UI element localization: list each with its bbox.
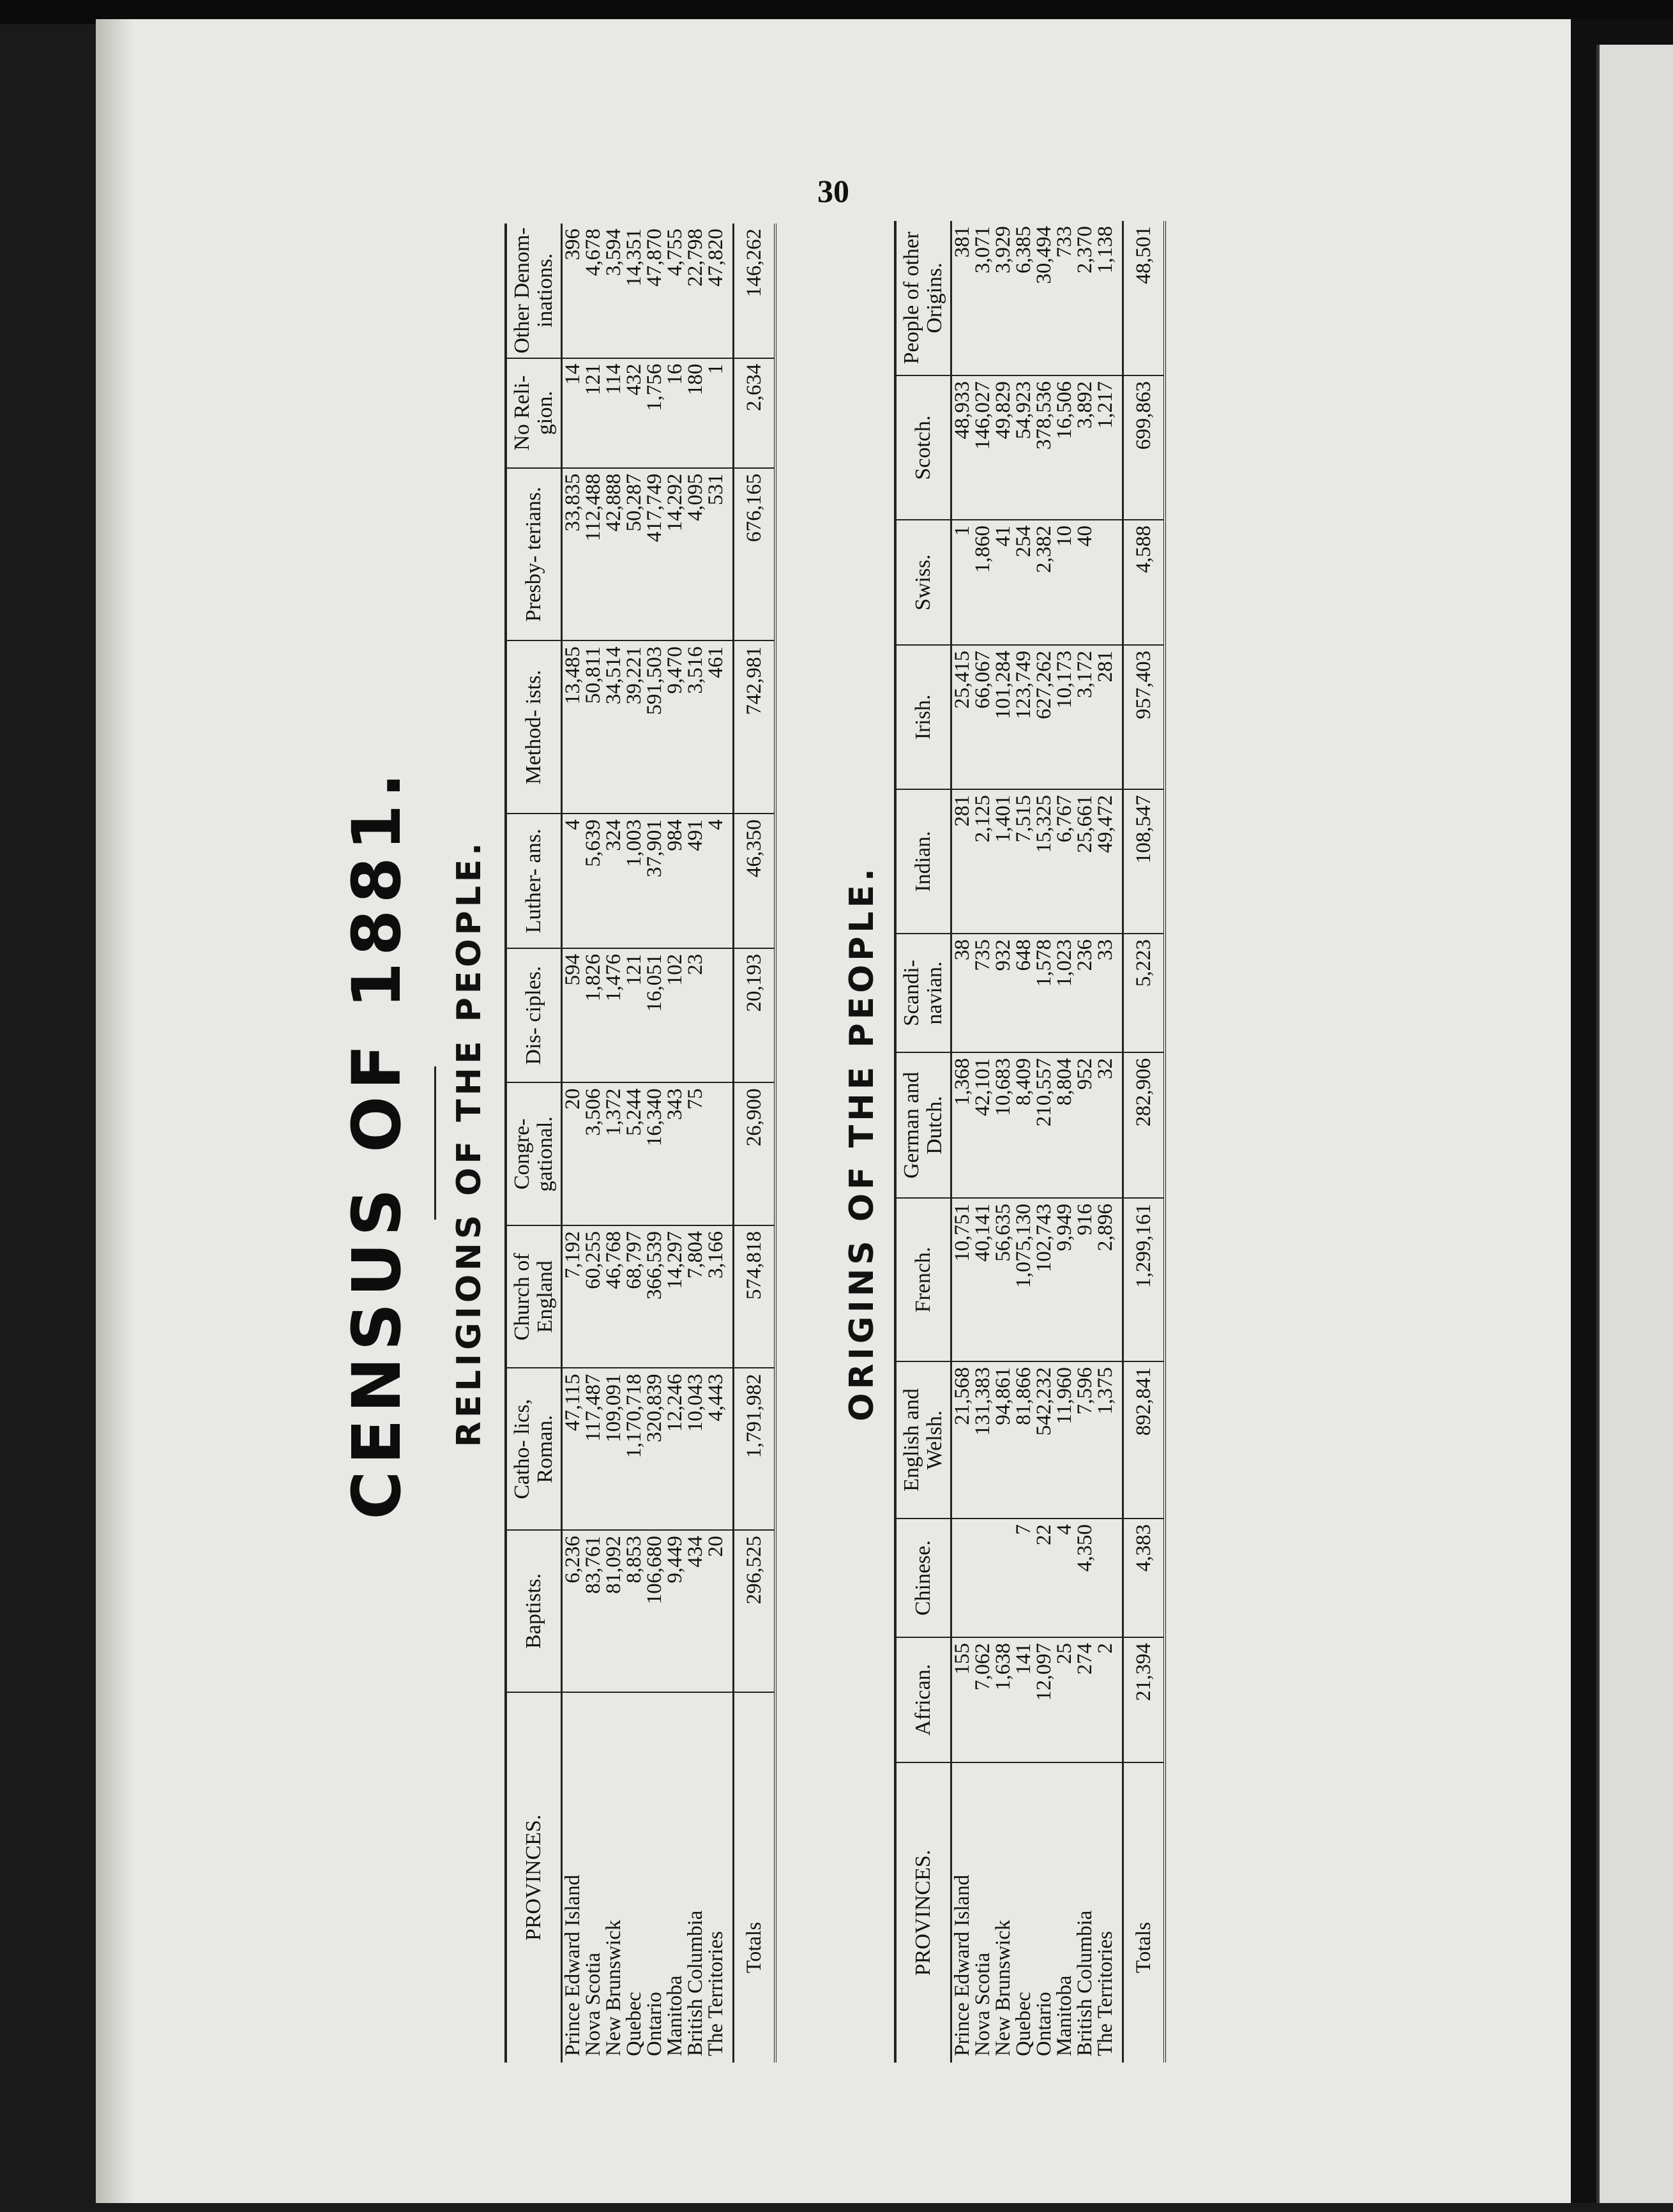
table-cell: 47,115 bbox=[562, 1368, 584, 1530]
table-cell: 324 bbox=[603, 814, 624, 948]
table-cell: 236 bbox=[1075, 934, 1095, 1052]
table-cell: 733 bbox=[1054, 221, 1075, 375]
table-row bbox=[644, 223, 665, 2063]
table-cell: 434 bbox=[685, 1530, 706, 1692]
table-cell: 34,514 bbox=[603, 640, 624, 814]
table-cell: 22,798 bbox=[685, 223, 706, 358]
table-cell: 42,101 bbox=[973, 1052, 993, 1198]
table-cell: 50,287 bbox=[624, 468, 644, 641]
table-cell: 9,470 bbox=[665, 640, 685, 814]
province-name: British Columbia bbox=[1073, 1910, 1096, 2056]
table-cell: 25,661 bbox=[1075, 789, 1095, 934]
table-row bbox=[706, 223, 734, 2063]
province-name: Ontario bbox=[643, 1992, 666, 2056]
total-cell: 2,634 bbox=[734, 358, 776, 468]
column-header: English and Welsh. bbox=[895, 1361, 951, 1519]
table-cell: 47,870 bbox=[644, 223, 665, 358]
table-cell: 54,923 bbox=[1013, 375, 1034, 520]
table-cell: 7,596 bbox=[1075, 1361, 1095, 1519]
origins-body bbox=[951, 221, 1123, 2063]
column-header: People of other Origins. bbox=[895, 221, 951, 375]
provinces-header: PROVINCES. bbox=[522, 1814, 545, 1941]
table-cell: 10,683 bbox=[993, 1052, 1013, 1198]
table-cell: 10,173 bbox=[1054, 645, 1075, 789]
table-cell: 40,141 bbox=[973, 1198, 993, 1361]
table-cell: 952 bbox=[1075, 1052, 1095, 1198]
total-cell: 957,403 bbox=[1123, 645, 1165, 789]
table-cell: 3,929 bbox=[993, 221, 1013, 375]
table-cell: 594 bbox=[562, 948, 584, 1083]
table-cell: 3,506 bbox=[583, 1082, 603, 1225]
table-cell: 155 bbox=[951, 1637, 973, 1762]
province-name: British Columbia bbox=[684, 1910, 707, 2056]
column-header: Scandi- navian. bbox=[895, 934, 951, 1052]
table-cell: 21,568 bbox=[951, 1361, 973, 1519]
table-cell: 8,853 bbox=[624, 1530, 644, 1692]
table-cell: 32 bbox=[1095, 1052, 1123, 1198]
table-cell: 2,125 bbox=[973, 789, 993, 934]
province-name: Prince Edward Island bbox=[561, 1874, 584, 2056]
table-cell: 1,217 bbox=[1095, 375, 1123, 520]
total-cell: 146,262 bbox=[734, 223, 776, 358]
total-cell: 574,818 bbox=[734, 1225, 776, 1368]
table-cell: 6,767 bbox=[1054, 789, 1075, 934]
table-row bbox=[993, 221, 1013, 2063]
table-cell: 68,797 bbox=[624, 1225, 644, 1368]
table-cell: 417,749 bbox=[644, 468, 665, 641]
total-cell: 21,394 bbox=[1123, 1637, 1165, 1762]
rotated-content bbox=[338, 223, 1335, 2063]
column-header: Presby- terians. bbox=[506, 468, 562, 641]
table-cell: 20 bbox=[562, 1082, 584, 1225]
table-cell: 366,539 bbox=[644, 1225, 665, 1368]
province-name: Prince Edward Island bbox=[951, 1874, 974, 2056]
column-header: German and Dutch. bbox=[895, 1052, 951, 1198]
origins-table bbox=[894, 221, 1166, 2063]
table-cell: 49,472 bbox=[1095, 789, 1123, 934]
table-cell: 56,635 bbox=[993, 1198, 1013, 1361]
table-cell: 39,221 bbox=[624, 640, 644, 814]
table-cell: 42,888 bbox=[603, 468, 624, 641]
table-cell: 117,487 bbox=[583, 1368, 603, 1530]
table-cell: 343 bbox=[665, 1082, 685, 1225]
table-cell: 491 bbox=[685, 814, 706, 948]
province-name: The Territories bbox=[1094, 1931, 1117, 2056]
table-cell: 30,494 bbox=[1034, 221, 1054, 375]
table-cell: 1,170,718 bbox=[624, 1368, 644, 1530]
table-row bbox=[665, 223, 685, 2063]
total-cell: 20,193 bbox=[734, 948, 776, 1083]
table-cell: 1,003 bbox=[624, 814, 644, 948]
table-cell: 281 bbox=[951, 789, 973, 934]
table-cell: 102 bbox=[665, 948, 685, 1083]
total-cell: 4,383 bbox=[1123, 1519, 1165, 1637]
table-cell: 102,743 bbox=[1034, 1198, 1054, 1361]
table-cell: 25 bbox=[1054, 1637, 1075, 1762]
table-cell: 320,839 bbox=[644, 1368, 665, 1530]
table-cell: 4,095 bbox=[685, 468, 706, 641]
table-cell: 1,372 bbox=[603, 1082, 624, 1225]
table-cell: 47,820 bbox=[706, 223, 734, 358]
table-cell: 23 bbox=[685, 948, 706, 1083]
table-cell: 648 bbox=[1013, 934, 1034, 1052]
table-cell: 106,680 bbox=[644, 1530, 665, 1692]
table-cell: 281 bbox=[1095, 645, 1123, 789]
table-row bbox=[624, 223, 644, 2063]
province-name: The Territories bbox=[704, 1931, 727, 2056]
table-cell: 15,325 bbox=[1034, 789, 1054, 934]
table-cell: 1,756 bbox=[644, 358, 665, 468]
table-cell: 14,292 bbox=[665, 468, 685, 641]
table-cell: 41 bbox=[993, 520, 1013, 645]
total-cell: 892,841 bbox=[1123, 1361, 1165, 1519]
religions-body bbox=[562, 223, 734, 2063]
facing-page-edge bbox=[1571, 19, 1673, 2203]
table-cell: 1,023 bbox=[1054, 934, 1075, 1052]
table-cell: 378,536 bbox=[1034, 375, 1054, 520]
table-cell: 101,284 bbox=[993, 645, 1013, 789]
table-cell: 13,485 bbox=[562, 640, 584, 814]
total-cell: 5,223 bbox=[1123, 934, 1165, 1052]
table-row bbox=[685, 223, 706, 2063]
table-row bbox=[951, 221, 973, 2063]
table-row bbox=[1095, 221, 1123, 2063]
table-cell: 40 bbox=[1075, 520, 1095, 645]
table-cell: 1,401 bbox=[993, 789, 1013, 934]
table-cell: 146,027 bbox=[973, 375, 993, 520]
column-header: Irish. bbox=[895, 645, 951, 789]
table-cell: 210,557 bbox=[1034, 1052, 1054, 1198]
table-cell: 7,192 bbox=[562, 1225, 584, 1368]
table-cell: 50,811 bbox=[583, 640, 603, 814]
table-cell: 8,409 bbox=[1013, 1052, 1034, 1198]
table-cell: 16,051 bbox=[644, 948, 665, 1083]
table-cell: 8,804 bbox=[1054, 1052, 1075, 1198]
column-header: Congre- gational. bbox=[506, 1082, 562, 1225]
table-cell: 1,826 bbox=[583, 948, 603, 1083]
table-row bbox=[1034, 221, 1054, 2063]
table-cell: 81,092 bbox=[603, 1530, 624, 1692]
origins-totals-row bbox=[1123, 221, 1165, 2063]
table-cell bbox=[1095, 1519, 1123, 1637]
column-header: Scotch. bbox=[895, 375, 951, 520]
province-name: Quebec bbox=[1012, 1992, 1035, 2056]
table-cell: 14,351 bbox=[624, 223, 644, 358]
table-cell: 14 bbox=[562, 358, 584, 468]
total-cell: 26,900 bbox=[734, 1082, 776, 1225]
table-cell bbox=[951, 1519, 973, 1637]
table-cell: 10,043 bbox=[685, 1368, 706, 1530]
table-cell: 48,933 bbox=[951, 375, 973, 520]
table-row bbox=[1013, 221, 1034, 2063]
table-cell: 1,075,130 bbox=[1013, 1198, 1034, 1361]
province-name: Ontario bbox=[1033, 1992, 1056, 2056]
column-header: Church of England bbox=[506, 1225, 562, 1368]
table-cell bbox=[993, 1519, 1013, 1637]
table-cell: 432 bbox=[624, 358, 644, 468]
table-cell: 7,804 bbox=[685, 1225, 706, 1368]
total-cell: 1,299,161 bbox=[1123, 1198, 1165, 1361]
table-cell: 66,067 bbox=[973, 645, 993, 789]
religions-table bbox=[504, 223, 776, 2063]
column-header: French. bbox=[895, 1198, 951, 1361]
total-cell: 296,525 bbox=[734, 1530, 776, 1692]
table-cell: 627,262 bbox=[1034, 645, 1054, 789]
table-cell: 46,768 bbox=[603, 1225, 624, 1368]
table-cell: 4,443 bbox=[706, 1368, 734, 1530]
totals-label: Totals bbox=[743, 1921, 766, 1973]
table-cell: 33 bbox=[1095, 934, 1123, 1052]
table-cell: 3,166 bbox=[706, 1225, 734, 1368]
total-cell: 1,791,982 bbox=[734, 1368, 776, 1530]
table-cell: 591,503 bbox=[644, 640, 665, 814]
table-cell: 7 bbox=[1013, 1519, 1034, 1637]
table-cell: 254 bbox=[1013, 520, 1034, 645]
table-cell: 83,761 bbox=[583, 1530, 603, 1692]
table-cell: 14,297 bbox=[665, 1225, 685, 1368]
table-cell: 4 bbox=[1054, 1519, 1075, 1637]
table-cell: 75 bbox=[685, 1082, 706, 1225]
table-cell: 16,340 bbox=[644, 1082, 665, 1225]
table-cell: 12,097 bbox=[1034, 1637, 1054, 1762]
column-header: Baptists. bbox=[506, 1530, 562, 1692]
column-header: African. bbox=[895, 1637, 951, 1762]
page-number: 30 bbox=[817, 173, 849, 209]
column-header: Chinese. bbox=[895, 1519, 951, 1637]
table-cell: 121 bbox=[583, 358, 603, 468]
provinces-header: PROVINCES. bbox=[911, 1849, 935, 1976]
table-cell: 9,949 bbox=[1054, 1198, 1075, 1361]
column-header: Indian. bbox=[895, 789, 951, 934]
religions-totals-row bbox=[734, 223, 776, 2063]
table-cell: 9,449 bbox=[665, 1530, 685, 1692]
table-cell bbox=[973, 1519, 993, 1637]
table-cell: 11,960 bbox=[1054, 1361, 1075, 1519]
table-cell: 123,749 bbox=[1013, 645, 1034, 789]
total-cell: 4,588 bbox=[1123, 520, 1165, 645]
page-title: CENSUS OF 1881. bbox=[338, 766, 416, 1520]
table-cell: 3,892 bbox=[1075, 375, 1095, 520]
table-cell: 3,594 bbox=[603, 223, 624, 358]
total-cell: 699,863 bbox=[1123, 375, 1165, 520]
page-gutter-shade bbox=[96, 19, 134, 2203]
province-name: New Brunswick bbox=[992, 1920, 1015, 2056]
table-row bbox=[583, 223, 603, 2063]
total-cell: 676,165 bbox=[734, 468, 776, 641]
table-cell: 381 bbox=[951, 221, 973, 375]
table-cell: 10 bbox=[1054, 520, 1075, 645]
table-cell: 12,246 bbox=[665, 1368, 685, 1530]
table-cell: 542,232 bbox=[1034, 1361, 1054, 1519]
province-name: Manitoba bbox=[663, 1975, 686, 2056]
province-name: New Brunswick bbox=[602, 1920, 625, 2056]
table-cell: 4 bbox=[706, 814, 734, 948]
total-cell: 48,501 bbox=[1123, 221, 1165, 375]
table-cell: 461 bbox=[706, 640, 734, 814]
religions-header-row bbox=[506, 223, 562, 2063]
table-cell: 735 bbox=[973, 934, 993, 1052]
table-cell: 7,062 bbox=[973, 1637, 993, 1762]
table-cell: 5,639 bbox=[583, 814, 603, 948]
table-cell: 60,255 bbox=[583, 1225, 603, 1368]
total-cell: 46,350 bbox=[734, 814, 776, 948]
table-cell: 531 bbox=[706, 468, 734, 641]
column-header: Dis- ciples. bbox=[506, 948, 562, 1083]
table-cell: 49,829 bbox=[993, 375, 1013, 520]
table-cell: 2,370 bbox=[1075, 221, 1095, 375]
table-cell: 33,835 bbox=[562, 468, 584, 641]
table-cell: 114 bbox=[603, 358, 624, 468]
table-cell: 7,515 bbox=[1013, 789, 1034, 934]
table-cell: 396 bbox=[562, 223, 584, 358]
table-cell: 3,516 bbox=[685, 640, 706, 814]
column-header: Catho- lics, Roman. bbox=[506, 1368, 562, 1530]
origins-title: ORIGINS OF THE PEOPLE. bbox=[843, 865, 881, 1421]
table-cell: 1 bbox=[951, 520, 973, 645]
totals-label: Totals bbox=[1132, 1921, 1155, 1973]
table-cell: 141 bbox=[1013, 1637, 1034, 1762]
table-cell: 6,385 bbox=[1013, 221, 1034, 375]
column-header: No Reli- gion. bbox=[506, 358, 562, 468]
column-header: Other Denom- inations. bbox=[506, 223, 562, 358]
province-name: Manitoba bbox=[1053, 1975, 1076, 2056]
origins-header-row bbox=[895, 221, 951, 2063]
province-name: Quebec bbox=[623, 1992, 646, 2056]
title-rule bbox=[434, 1066, 436, 1220]
province-name: Nova Scotia bbox=[971, 1952, 994, 2056]
table-cell: 1 bbox=[706, 358, 734, 468]
table-cell: 1,638 bbox=[993, 1637, 1013, 1762]
table-cell bbox=[706, 1082, 734, 1225]
total-cell: 108,547 bbox=[1123, 789, 1165, 934]
column-header: Method- ists. bbox=[506, 640, 562, 814]
column-header: Luther- ans. bbox=[506, 814, 562, 948]
table-cell: 274 bbox=[1075, 1637, 1095, 1762]
table-cell: 916 bbox=[1075, 1198, 1095, 1361]
table-cell: 38 bbox=[951, 934, 973, 1052]
table-cell: 1,860 bbox=[973, 520, 993, 645]
table-cell: 81,866 bbox=[1013, 1361, 1034, 1519]
table-cell bbox=[1095, 520, 1123, 645]
table-cell: 131,383 bbox=[973, 1361, 993, 1519]
table-cell: 1,375 bbox=[1095, 1361, 1123, 1519]
table-cell: 984 bbox=[665, 814, 685, 948]
table-cell: 94,861 bbox=[993, 1361, 1013, 1519]
table-cell: 4,678 bbox=[583, 223, 603, 358]
table-row bbox=[603, 223, 624, 2063]
table-cell: 16,506 bbox=[1054, 375, 1075, 520]
table-cell: 112,488 bbox=[583, 468, 603, 641]
table-cell: 20 bbox=[706, 1530, 734, 1692]
province-name: Nova Scotia bbox=[582, 1952, 605, 2056]
table-row bbox=[562, 223, 584, 2063]
table-cell bbox=[706, 948, 734, 1083]
table-cell: 22 bbox=[1034, 1519, 1054, 1637]
table-cell: 4 bbox=[562, 814, 584, 948]
table-cell: 16 bbox=[665, 358, 685, 468]
table-cell: 3,071 bbox=[973, 221, 993, 375]
table-cell: 37,901 bbox=[644, 814, 665, 948]
table-row bbox=[1054, 221, 1075, 2063]
column-header: Swiss. bbox=[895, 520, 951, 645]
table-cell: 5,244 bbox=[624, 1082, 644, 1225]
total-cell: 742,981 bbox=[734, 640, 776, 814]
table-cell: 2 bbox=[1095, 1637, 1123, 1762]
table-cell: 2,896 bbox=[1095, 1198, 1123, 1361]
table-cell: 121 bbox=[624, 948, 644, 1083]
table-cell: 2,382 bbox=[1034, 520, 1054, 645]
table-cell: 4,350 bbox=[1075, 1519, 1095, 1637]
table-cell: 4,755 bbox=[665, 223, 685, 358]
table-cell: 10,751 bbox=[951, 1198, 973, 1361]
table-cell: 1,138 bbox=[1095, 221, 1123, 375]
table-cell: 180 bbox=[685, 358, 706, 468]
total-cell: 282,906 bbox=[1123, 1052, 1165, 1198]
table-row bbox=[1075, 221, 1095, 2063]
table-cell: 932 bbox=[993, 934, 1013, 1052]
religions-title: RELIGIONS OF THE PEOPLE. bbox=[450, 838, 488, 1448]
table-cell: 3,172 bbox=[1075, 645, 1095, 789]
table-cell: 1,578 bbox=[1034, 934, 1054, 1052]
table-cell: 25,415 bbox=[951, 645, 973, 789]
table-cell: 6,236 bbox=[562, 1530, 584, 1692]
table-row bbox=[973, 221, 993, 2063]
table-cell: 109,091 bbox=[603, 1368, 624, 1530]
table-cell: 1,476 bbox=[603, 948, 624, 1083]
table-cell: 1,368 bbox=[951, 1052, 973, 1198]
